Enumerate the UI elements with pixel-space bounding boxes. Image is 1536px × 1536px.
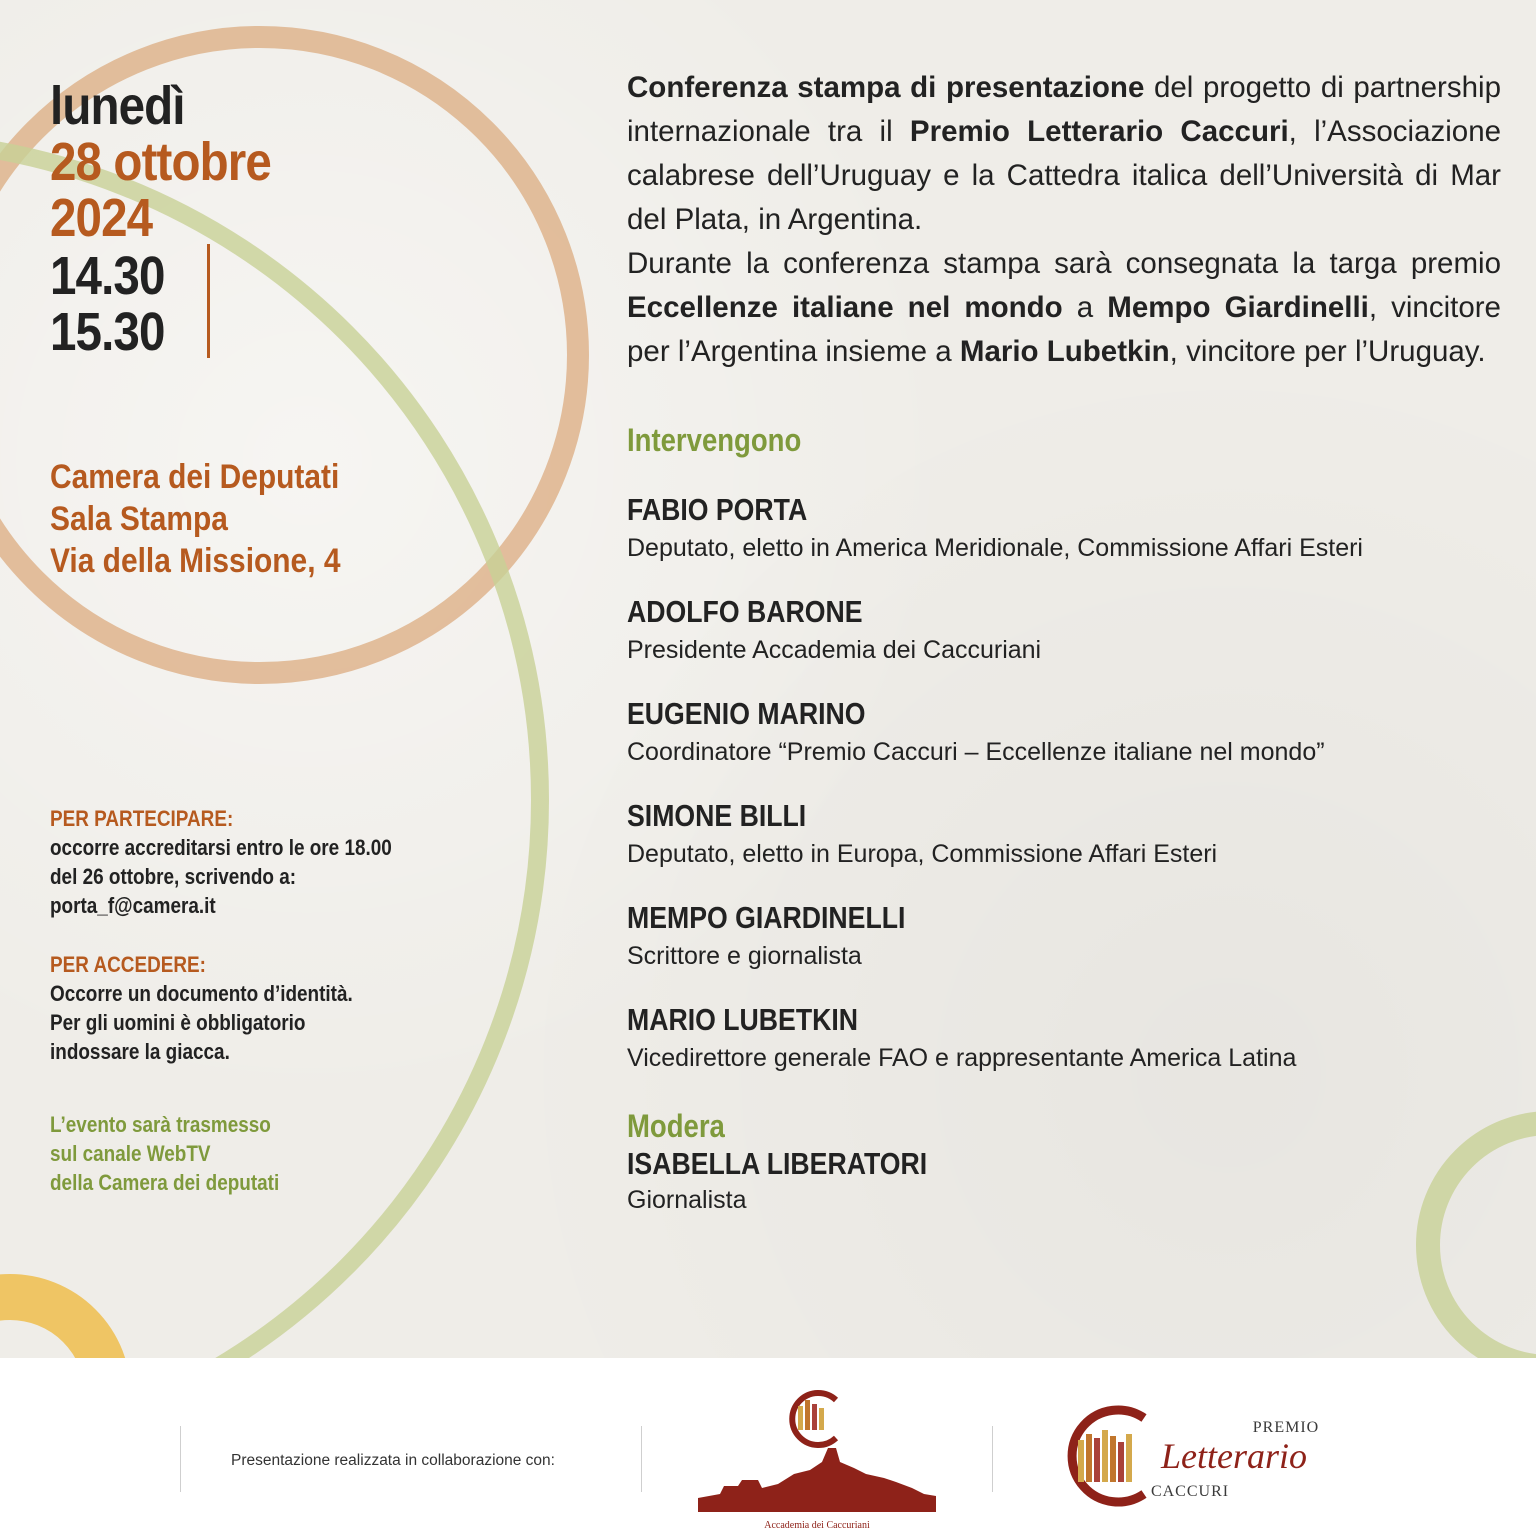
intro-text: , l’Associazione calabrese dell’Uruguay e la Cattedra italica dell’Università di Mar del Plata, in Argentina. [627,115,1502,236]
accademia-caccuriani-logo [698,1376,936,1532]
time-divider [207,244,210,358]
speaker-entry [627,692,1501,768]
logo1-caption: Accademia dei Caccuriani [764,1520,870,1531]
venue-line: Via della Missione, 4 [50,542,341,580]
webtv-line: L’evento sarà trasmesso [50,1112,271,1137]
logo2-premio: PREMIO [1252,1419,1320,1436]
intro-text: , vincitore per l’Argentina insieme a [627,291,1501,368]
intro-text: , vincitore per l’Uruguay. [1169,335,1486,368]
speaker-role: Deputato, eletto in America Meridionale, Commissione Affari Esteri [627,534,1363,562]
venue-line: Camera dei Deputati [50,458,340,496]
speakers-heading: Intervengono [627,422,802,458]
access-line: indossare la giacca. [50,1039,230,1064]
time-start: 14.30 [50,246,165,306]
intro-paragraph [627,66,1501,242]
webtv-line: della Camera dei deputati [50,1170,280,1195]
speaker-name: SIMONE BILLI [627,798,807,833]
speaker-entry [627,998,1501,1074]
event-day: lunedì [50,76,185,136]
speaker-role: Vicedirettore generale FAO e rappresentante America Latina [627,1044,1297,1072]
moderator-role: Giornalista [627,1186,747,1214]
speaker-entry [627,794,1501,870]
moderator-entry [627,1144,1501,1216]
webtv-note [50,1110,450,1197]
intro-text: Durante la conferenza stampa sarà consegnata la targa premio [627,247,1501,280]
collaboration-text: Presentazione realizzata in collaborazione con: [231,1452,555,1469]
footer-divider [641,1426,642,1492]
footer-divider [992,1426,993,1492]
speaker-entry [627,896,1501,972]
footer-divider [180,1426,181,1492]
participate-heading: PER PARTECIPARE: [50,806,234,831]
participate-line: del 26 ottobre, scrivendo a: [50,864,297,889]
moderator-name: ISABELLA LIBERATORI [627,1146,928,1181]
event-date: 28 ottobre [50,132,271,192]
event-details [50,78,590,582]
access-heading: PER ACCEDERE: [50,952,206,977]
premio-letterario-caccuri-logo [1048,1400,1328,1510]
speaker-role: Deputato, eletto in Europa, Commissione Affari Esteri [627,840,1218,868]
venue [50,456,590,582]
moderator-heading: Modera [627,1108,725,1144]
logo2-letterario: Letterario [1160,1436,1308,1476]
participate-line: occorre accreditarsi entro le ore 18.00 [50,835,392,860]
speaker-name: MARIO LUBETKIN [627,1002,859,1037]
intro-bold: Premio Letterario Caccuri [909,115,1289,148]
intro-bold: Mario Lubetkin [959,335,1170,368]
speaker-role: Scrittore e giornalista [627,942,862,970]
intro-bold: Mempo Giardinelli [1107,291,1369,324]
time-end: 15.30 [50,302,165,362]
intro-bold: Eccellenze italiane nel mondo [627,291,1063,324]
speaker-name: MEMPO GIARDINELLI [627,900,906,935]
access-info [50,804,510,1066]
access-line: Occorre un documento d’identità. [50,981,353,1006]
speaker-entry [627,488,1501,564]
webtv-line: sul canale WebTV [50,1141,211,1166]
speaker-name: EUGENIO MARINO [627,696,866,731]
access-line: Per gli uomini è obbligatorio [50,1010,306,1035]
intro-bold: Conferenza stampa di presentazione [627,71,1145,104]
contact-email[interactable]: porta_f@camera.it [50,893,216,918]
speaker-name: ADOLFO BARONE [627,594,863,629]
footer [0,1358,1536,1536]
event-year: 2024 [50,188,153,248]
speaker-name: FABIO PORTA [627,492,808,527]
logo2-caccuri: CACCURI [1150,1483,1230,1500]
intro-paragraph-2 [627,242,1501,374]
intro-text: a [1062,291,1108,324]
speaker-role: Coordinatore “Premio Caccuri – Eccellenze italiane nel mondo” [627,738,1325,766]
speaker-entry [627,590,1501,666]
venue-line: Sala Stampa [50,500,228,538]
event-times [50,248,590,360]
program [627,66,1501,1216]
speaker-role: Presidente Accademia dei Caccuriani [627,636,1042,664]
intro-text: del progetto di partnership internazionale tra il [627,71,1501,148]
